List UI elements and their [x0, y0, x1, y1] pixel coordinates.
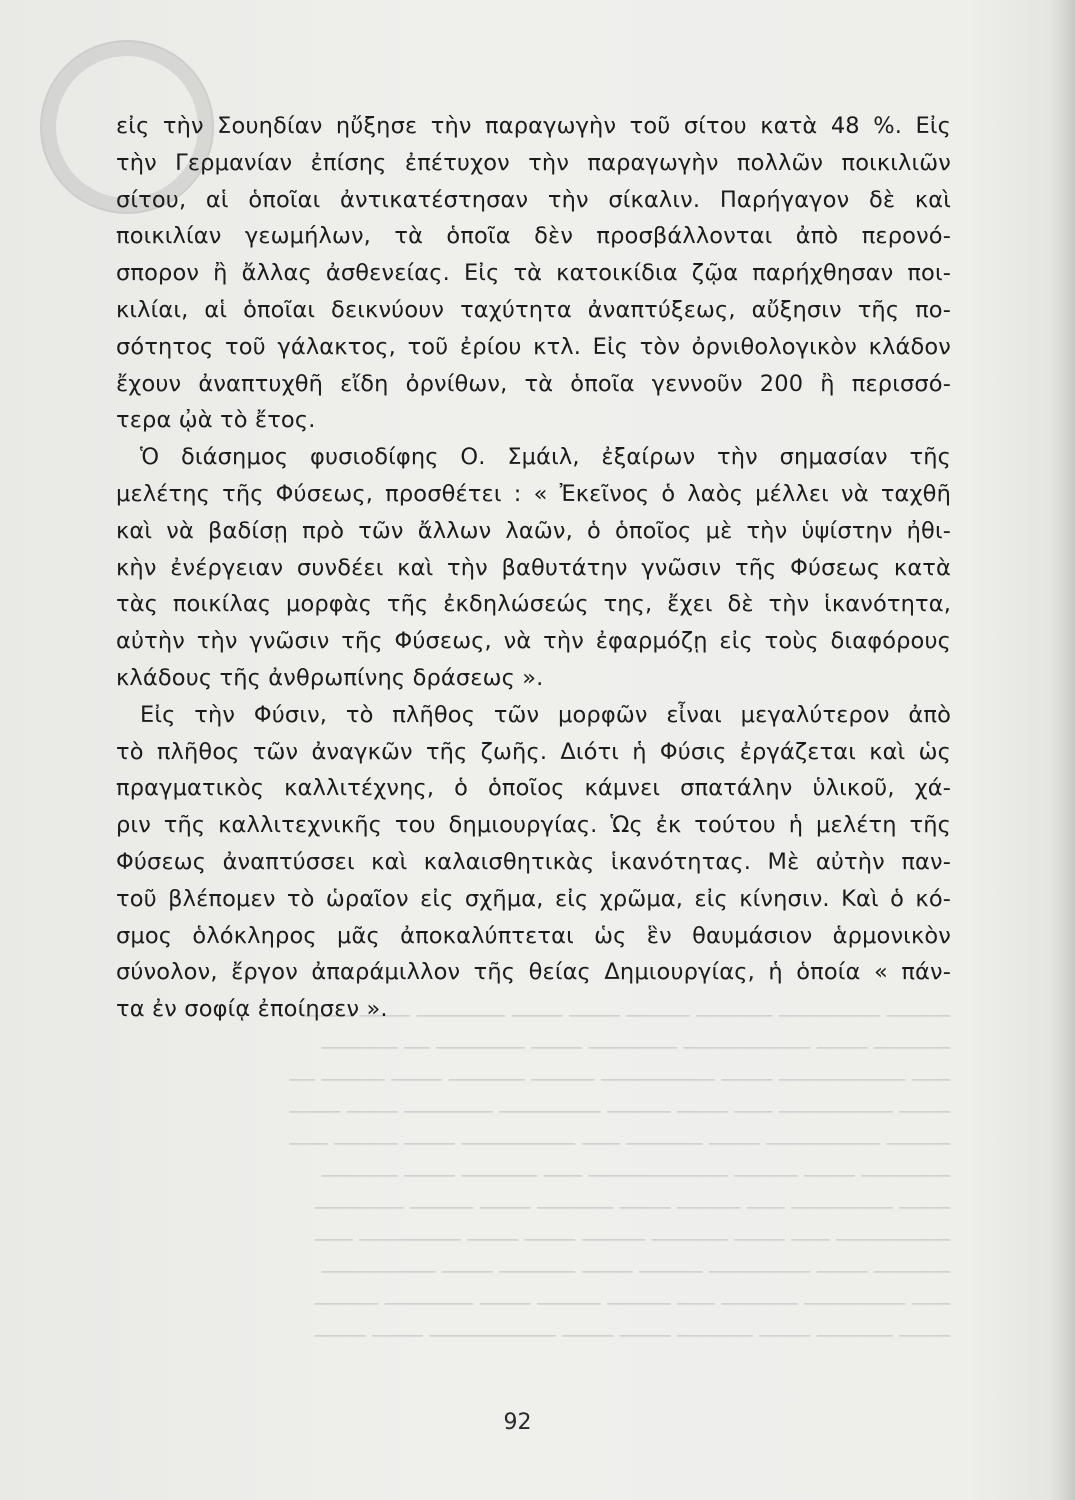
- text-line: σύνολον, ἔργον ἀπαράμιλλον τῆς θείας Δημιουργίας, ἡ ὁποία « πάν-: [116, 959, 951, 986]
- text-line: τερα ᾠὰ τὸ ἔτος.: [116, 407, 316, 434]
- text-line: εἰς τὴν Σουηδίαν ηὔξησε τὴν παραγωγὴν τοῦ σίτου κατὰ 48 %. Εἰς: [116, 113, 951, 139]
- text-line: καὶ νὰ βαδίσῃ πρὸ τῶν ἄλλων λαῶν, ὁ ὁποῖος μὲ τὴν ὑψίστην ἠθι-: [116, 517, 951, 544]
- text-line: κὴν ἐνέργειαν συνδέει καὶ τὴν βαθυτάτην γνῶσιν τῆς Φύσεως κατὰ: [116, 554, 951, 581]
- text-line: τὸ πλῆθος τῶν ἀναγκῶν τῆς ζωῆς. Διότι ἡ Φύσις ἐργάζεται καὶ ὡς: [116, 738, 951, 765]
- text-line: Ὁ διάσημος φυσιοδίφης Ο. Σμάιλ, ἐξαίρων τὴν σημασίαν τῆς: [140, 444, 951, 471]
- text-line: σίτου, αἱ ὁποῖαι ἀντικατέστησαν τὴν σίκαλιν. Παρήγαγον δὲ καὶ: [116, 186, 951, 213]
- text-line: μελέτης τῆς Φύσεως, προσθέτει : « Ἐκεῖνος ὁ λαὸς μέλλει νὰ ταχθῆ: [116, 480, 951, 507]
- text-line: Φύσεως ἀναπτύσσει καὶ καλαισθητικὰς ἱκανότητας. Μὲ αὐτὴν παν-: [116, 848, 951, 875]
- text-line: τὴν Γερμανίαν ἐπίσης ἐπέτυχον τὴν παραγωγὴν πολλῶν ποικιλιῶν: [116, 149, 951, 176]
- page-number: 92: [503, 1410, 532, 1435]
- text-line: κλάδους τῆς ἀνθρωπίνης δράσεως ».: [116, 664, 544, 691]
- text-line: τὰς ποικίλας μορφὰς τῆς ἐκδηλώσεώς της, ἔχει δὲ τὴν ἱκανότητα,: [116, 591, 951, 618]
- text-line: τα ἐν σοφίᾳ ἐποίησεν ».: [116, 996, 388, 1023]
- body-text: [116, 108, 951, 1028]
- text-line: ἔχουν ἀναπτυχθῆ εἴδη ὀρνίθων, τὰ ὁποῖα γεννοῦν 200 ἢ περισσό-: [116, 370, 951, 397]
- page-edge-shadow: [1049, 0, 1075, 1500]
- text-line: σπορον ἢ ἄλλας ἀσθενείας. Εἰς τὰ κατοικίδια ζῷα παρήχθησαν ποι-: [116, 260, 951, 287]
- text-line: πραγματικὸς καλλιτέχνης, ὁ ὁποῖος κάμνει σπατάλην ὑλικοῦ, χά-: [116, 775, 951, 802]
- show-through-text: ───── ──────── ────── ───── ──── ──── ─────── ──── ──── ────── ──── ────────── ─────── ──── ─────── ── ────── ─── ────────── ──── ───────── ───── ────── ──── ───── ── ──── ───────── ─── ──── ───── ──────── ─────── ──── ──── ───── ───────── ──── ────── ─── ───────── ──── ───── ─── ─────── ──── ───── ─────────── ─── ────── ──── ────── ──── ──────── ─── ───── ──── ────── ──── ───── ─────── ───────── ─── ──── ────── ───── ──── ──── ──────── ─── ────── ──── ──────── ───── ──── ────── ──── ───────── ─── ──────── ────── ─── ───── ───── ──── ─────── ───── ──── ────── ──── ────── ──── ──── ────────── ──── ────: [289, 1004, 950, 1348]
- text-line: κιλίαι, αἱ ὁποῖαι δεικνύουν ταχύτητα ἀναπτύξεως, αὔξησιν τῆς πο-: [116, 296, 951, 323]
- text-line: ριν τῆς καλλιτεχνικῆς του δημιουργίας. Ὡς ἐκ τούτου ἡ μελέτη τῆς: [116, 812, 951, 839]
- text-line: τοῦ βλέπομεν τὸ ὡραῖον εἰς σχῆμα, εἰς χρῶμα, εἰς κίνησιν. Καὶ ὁ κό-: [116, 885, 951, 912]
- text-line: ποικιλίαν γεωμήλων, τὰ ὁποῖα δὲν προσβάλλονται ἀπὸ περονό-: [116, 223, 951, 250]
- text-line: αὐτὴν τὴν γνῶσιν τῆς Φύσεως, νὰ τὴν ἐφαρμόζῃ εἰς τοὺς διαφόρους: [116, 628, 951, 655]
- text-line: Εἰς τὴν Φύσιν, τὸ πλῆθος τῶν μορφῶν εἶναι μεγαλύτερον ἀπὸ: [140, 701, 951, 728]
- text-line: σότητος τοῦ γάλακτος, τοῦ ἐρίου κτλ. Εἰς τὸν ὀρνιθολογικὸν κλάδον: [116, 333, 951, 360]
- text-line: σμος ὁλόκληρος μᾶς ἀποκαλύπτεται ὡς ἓν θαυμάσιον ἁρμονικὸν: [116, 922, 951, 949]
